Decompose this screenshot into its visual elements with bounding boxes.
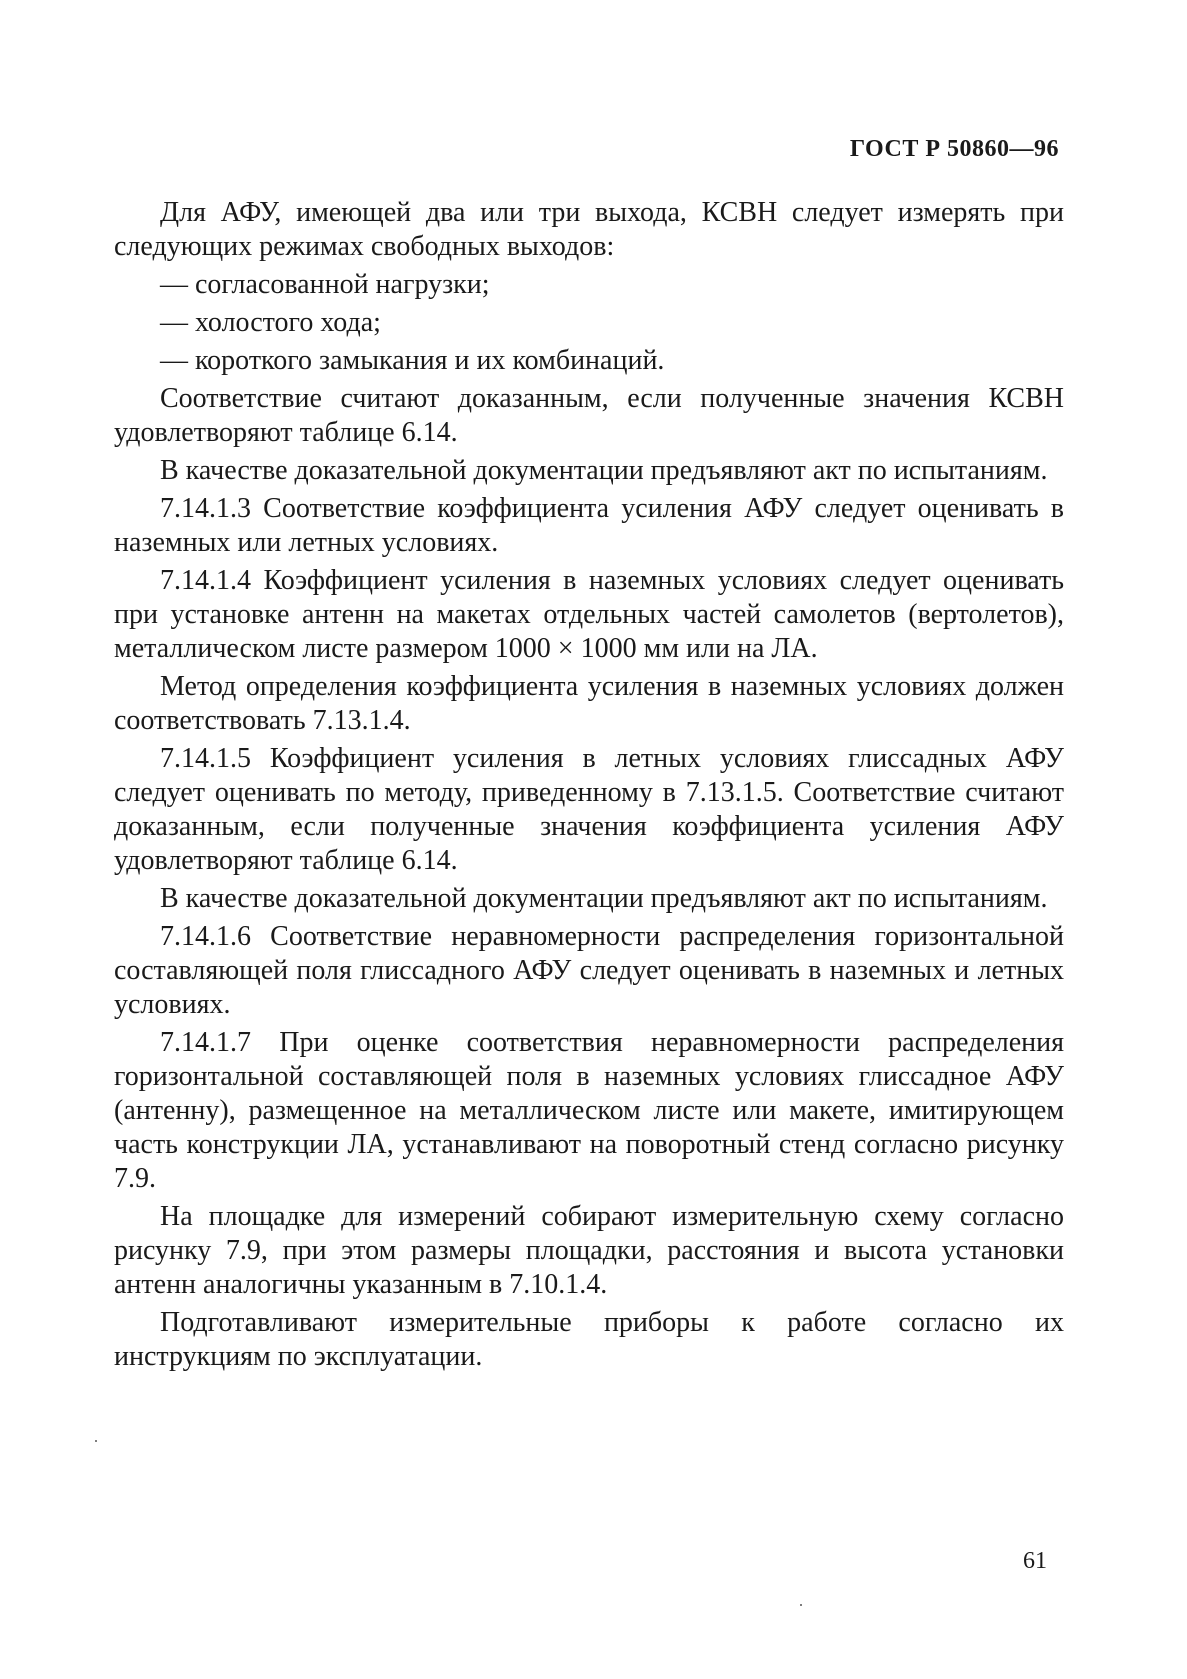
clause-7-14-1-7: 7.14.1.7 При оценке соответствия неравномерности распределения горизонтальной составляющей поля в наземных условиях глиссадное АФУ (антенну), размещенное на металлическом листе или макете, имитирующем часть конструкции ЛА, устанавливают на поворотный стенд согласно рисунку 7.9. bbox=[114, 1027, 1064, 1194]
list-item-short-circuit: — короткого замыкания и их комбинаций. bbox=[160, 345, 665, 376]
paragraph-instruments-prep: Подготавливают измерительные приборы к работе согласно их инструкциям по эксплуатации. bbox=[114, 1307, 1064, 1372]
paragraph-evidence-1: В качестве доказательной документации предъявляют акт по испытаниям. bbox=[160, 455, 1048, 486]
clause-7-14-1-3: 7.14.1.3 Соответствие коэффициента усиления АФУ следует оценивать в наземных или летных условиях. bbox=[114, 493, 1064, 558]
clause-7-14-1-4: 7.14.1.4 Коэффициент усиления в наземных условиях следует оценивать при установке антенн на макетах отдельных частей самолетов (вертолетов), металлическом листе размером 1000 × 1000 мм или на ЛА. bbox=[114, 565, 1064, 664]
paragraph-method-gain: Метод определения коэффициента усиления в наземных условиях должен соответствовать 7.13.1.4. bbox=[114, 671, 1064, 736]
clause-7-14-1-6: 7.14.1.6 Соответствие неравномерности распределения горизонтальной составляющей поля глиссадного АФУ следует оценивать в наземных и летных условиях. bbox=[114, 921, 1064, 1020]
document-code-header: ГОСТ Р 50860—96 bbox=[849, 136, 1059, 162]
list-item-open-circuit: — холостого хода; bbox=[160, 307, 381, 338]
paragraph-evidence-2: В качестве доказательной документации предъявляют акт по испытаниям. bbox=[160, 883, 1048, 914]
paragraph-intro: Для АФУ, имеющей два или три выхода, КСВН следует измерять при следующих режимах свободных выходов: bbox=[114, 197, 1064, 262]
paragraph-measurement-setup: На площадке для измерений собирают измерительную схему согласно рисунку 7.9, при этом размеры площадки, расстояния и высота установки антенн аналогичны указанным в 7.10.1.4. bbox=[114, 1201, 1064, 1300]
list-item-matched-load: — согласованной нагрузки; bbox=[160, 269, 490, 300]
scan-speck bbox=[800, 1604, 802, 1606]
clause-7-14-1-5: 7.14.1.5 Коэффициент усиления в летных условиях глиссадных АФУ следует оценивать по методу, приведенному в 7.13.1.5. Соответствие считают доказанным, если полученные значения коэффициента усиления АФУ удовлетворяют таблице 6.14. bbox=[114, 743, 1064, 876]
body-text bbox=[114, 196, 1064, 1378]
paragraph-conformity-vswr: Соответствие считают доказанным, если полученные значения КСВН удовлетворяют таблице 6.14. bbox=[114, 383, 1064, 448]
page-number: 61 bbox=[1023, 1548, 1047, 1574]
scan-speck bbox=[95, 1440, 97, 1442]
